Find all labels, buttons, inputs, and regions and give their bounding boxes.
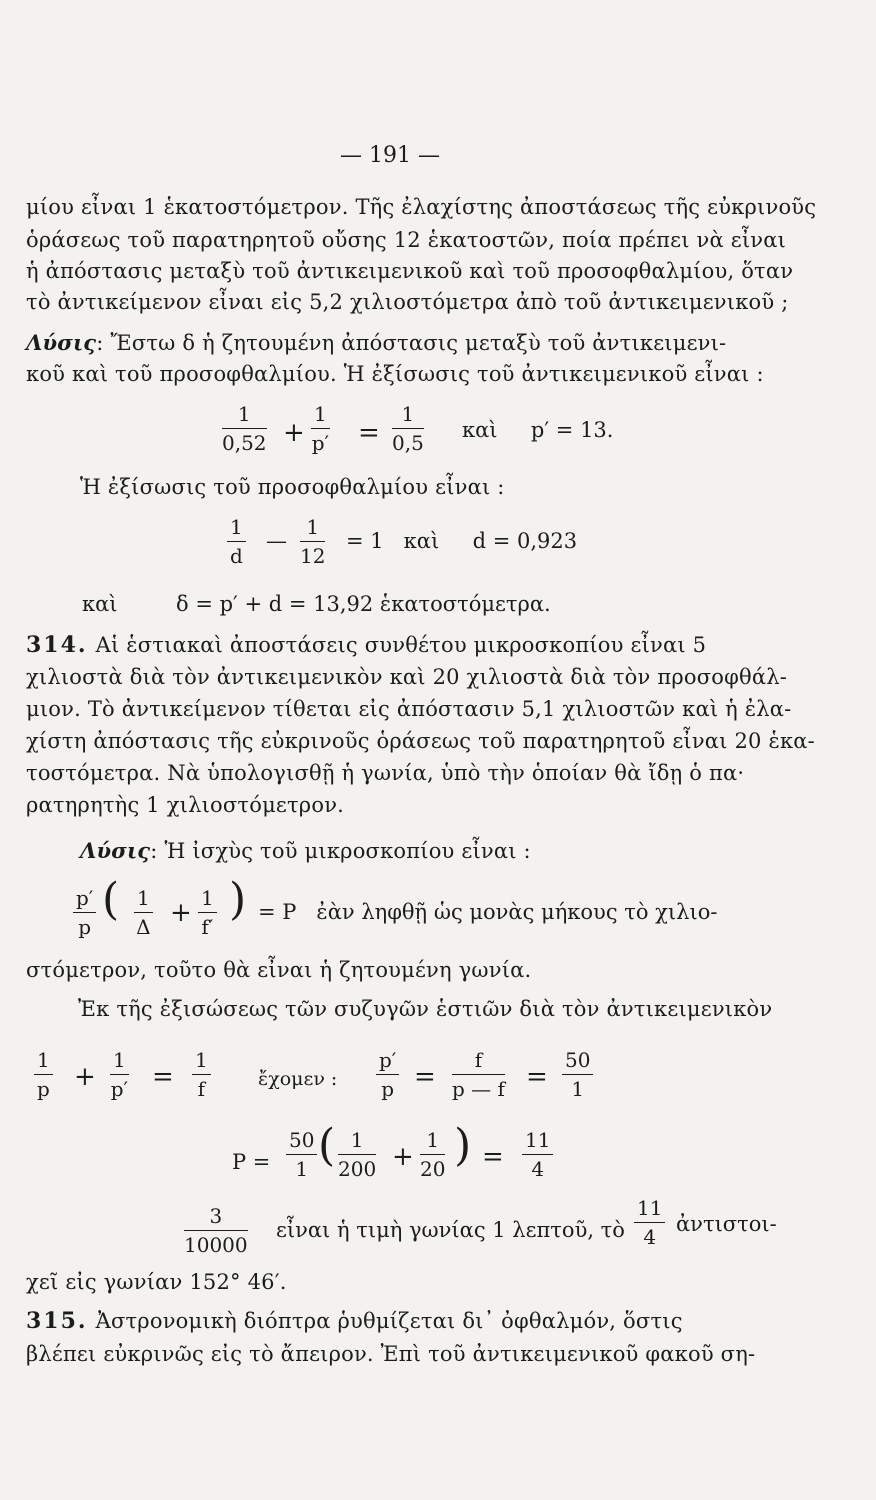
operator: = — [358, 418, 380, 448]
problem-315-first-line — [26, 1308, 683, 1334]
equation-text: εἶναι ἡ τιμὴ γωνίας 1 λεπτοῦ, τὸ — [276, 1218, 625, 1242]
fraction-denominator: 1 — [295, 1157, 309, 1181]
paragraph-line: ρατηρητὴς 1 χιλιοστόμετρον. — [26, 793, 345, 817]
problem-number: 314. — [26, 632, 88, 658]
fraction-denominator: p — [36, 1077, 50, 1101]
equation-3-kai: καὶ — [82, 592, 118, 616]
echomen-text: ἔχομεν : — [258, 1068, 338, 1090]
paragraph-line: ὁράσεως τοῦ παρατηρητοῦ οὔσης 12 ἑκατοστῶν, ποία πρέπει νὰ εἶναι — [26, 228, 787, 252]
paragraph-line: ἡ ἀπόστασις μεταξὺ τοῦ ἀντικειμενικοῦ καὶ τοῦ προσοφθαλμίου, ὅταν — [26, 259, 794, 283]
fraction-denominator: f — [197, 1077, 206, 1101]
fraction-numerator: 11 — [522, 1128, 553, 1155]
fraction-denominator: p′ — [311, 431, 330, 455]
fraction-numerator: 1 — [110, 1048, 129, 1075]
solution-text: : Ἔστω δ ἡ ζητουμένη ἀπόστασις μεταξὺ τοῦ ἀντικειμενι- — [96, 331, 727, 355]
fraction-numerator: f — [452, 1048, 505, 1075]
paragraph-line: Ἐκ τῆς ἐξισώσεως τῶν συζυγῶν ἑστιῶν διὰ τὸν ἀντικειμενικὸν — [78, 997, 773, 1021]
fraction-numerator: 1 — [134, 886, 153, 913]
fraction-denominator: 1 — [571, 1077, 585, 1101]
fraction-numerator: 11 — [634, 1196, 665, 1223]
fraction-denominator: Δ — [136, 915, 151, 939]
paragraph-line: χεῖ εἰς γωνίαν 152° 46′. — [26, 1270, 287, 1294]
paragraph-line: στόμετρον, τοῦτο θὰ εἶναι ἡ ζητουμένη γωνία. — [26, 958, 532, 982]
fraction-numerator: 1 — [227, 515, 246, 542]
fraction-numerator: 50 — [286, 1128, 317, 1155]
fraction-numerator: p′ — [73, 886, 96, 913]
operator: — — [266, 529, 287, 553]
fraction-numerator: 1 — [420, 1128, 445, 1155]
left-paren: ( — [102, 874, 120, 925]
page-number: — 191 — — [340, 143, 440, 168]
paragraph-line: τὸ ἀντικείμενον εἶναι εἰς 5,2 χιλιοστόμετρα ἀπὸ τοῦ ἀντικειμενικοῦ ; — [26, 290, 789, 314]
fraction-numerator: p′ — [376, 1048, 399, 1075]
left-paren: ( — [318, 1120, 336, 1171]
problem-314-first-line — [26, 632, 706, 658]
paragraph-line: χίστη ἀπόστασις τῆς εὐκρινοῦς ὁράσεως τοῦ παρατηρητοῦ εἶναι 20 ἑκα- — [26, 729, 815, 753]
problem-text: Αἱ ἑστιακαὶ ἀποστάσεις συνθέτου μικροσκοπίου εἶναι 5 — [95, 633, 707, 657]
fraction-numerator: 1 — [192, 1048, 211, 1075]
fraction-denominator: 0,52 — [222, 431, 267, 455]
paragraph-line: τοστόμετρα. Νὰ ὑπολογισθῇ ἡ γωνία, ὑπὸ τὴν ὁποίαν θὰ ἴδῃ ὁ πα· — [26, 761, 745, 785]
fraction-denominator: 4 — [643, 1225, 657, 1249]
operator: = — [526, 1062, 548, 1092]
fraction-numerator: 1 — [222, 402, 267, 429]
fraction-numerator: 50 — [562, 1048, 593, 1075]
equation-tail: ἀντιστοι- — [676, 1212, 777, 1236]
fraction-numerator: 1 — [311, 402, 330, 429]
solution-text: : Ἡ ἰσχὺς τοῦ μικροσκοπίου εἶναι : — [150, 839, 531, 863]
paragraph-line: Ἡ ἐξίσωσις τοῦ προσοφθαλμίου εἶναι : — [80, 475, 505, 499]
fraction-denominator: 0,5 — [392, 431, 424, 455]
fraction-numerator: 3 — [184, 1204, 248, 1231]
fraction-denominator: 20 — [420, 1157, 446, 1181]
fraction-denominator: p — f — [452, 1077, 505, 1101]
fraction-denominator: 200 — [338, 1157, 377, 1181]
right-paren: ) — [454, 1120, 472, 1171]
fraction-denominator: p — [381, 1077, 395, 1101]
fraction-numerator: 1 — [392, 402, 424, 429]
operator: = — [482, 1142, 504, 1172]
operator: + — [74, 1062, 96, 1092]
equation-lhs: P = — [232, 1150, 271, 1174]
operator: + — [392, 1142, 414, 1172]
operator: + — [283, 418, 305, 448]
fraction-denominator: 4 — [531, 1157, 545, 1181]
paragraph-line: βλέπει εὐκρινῶς εἰς τὸ ἄπειρον. Ἐπὶ τοῦ ἀντικειμενικοῦ φακοῦ ση- — [26, 1342, 756, 1366]
equation-tail: = P ἐὰν ληφθῇ ὡς μονὰς μήκους τὸ χιλιο- — [258, 900, 718, 924]
problem-text: Ἀστρονομικὴ διόπτρα ῥυθμίζεται δι᾽ ὀφθαλμόν, ὅστις — [95, 1309, 683, 1333]
paragraph-line: μιον. Τὸ ἀντικείμενον τίθεται εἰς ἀπόστασιν 5,1 χιλιοστῶν καὶ ἡ ἐλα- — [26, 697, 792, 721]
problem-number: 315. — [26, 1308, 88, 1334]
operator: = — [152, 1062, 174, 1092]
solution-line — [80, 838, 531, 863]
fraction-numerator: 1 — [34, 1048, 53, 1075]
right-paren: ) — [229, 874, 247, 925]
paragraph-line: μίου εἶναι 1 ἑκατοστόμετρον. Τῆς ἐλαχίστης ἀποστάσεως τῆς εὐκρινοῦς — [26, 195, 817, 219]
equation-3: δ = p′ + d = 13,92 ἑκατοστόμετρα. — [176, 592, 551, 616]
fraction-denominator: f′ — [201, 915, 214, 939]
fraction-denominator: p′ — [110, 1077, 129, 1101]
paragraph-line: κοῦ καὶ τοῦ προσοφθαλμίου. Ἡ ἐξίσωσις τοῦ ἀντικειμενικοῦ εἶναι : — [26, 362, 764, 386]
fraction-numerator: 1 — [198, 886, 217, 913]
fraction-denominator: 12 — [300, 544, 326, 568]
fraction-numerator: 1 — [338, 1128, 376, 1155]
operator: + — [170, 898, 192, 928]
solution-line — [26, 330, 726, 355]
fraction-numerator: 1 — [300, 515, 325, 542]
operator: = — [414, 1062, 436, 1092]
solution-label: Λύσις — [26, 330, 97, 355]
fraction-denominator: 10000 — [184, 1233, 248, 1257]
equation-tail: = 1 καὶ d = 0,923 — [346, 529, 578, 553]
equation-tail: καὶ p′ = 13. — [462, 418, 614, 442]
solution-label: Λύσις — [80, 838, 151, 863]
fraction-denominator: p — [78, 915, 92, 939]
fraction-denominator: d — [229, 544, 243, 568]
paragraph-line: χιλιοστὰ διὰ τὸν ἀντικειμενικὸν καὶ 20 χιλιοστὰ διὰ τὸν προσοφθάλ- — [26, 665, 788, 689]
